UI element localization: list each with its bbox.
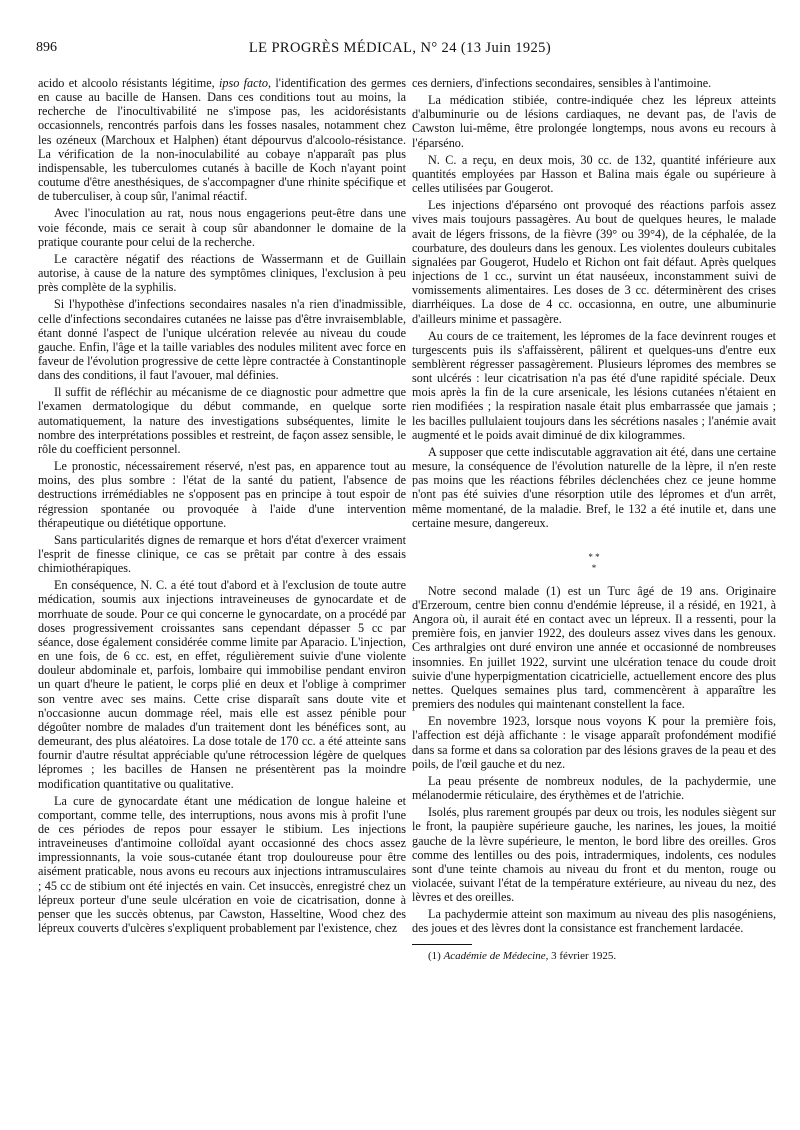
paragraph: N. C. a reçu, en deux mois, 30 cc. de 132, quantité inférieure aux quantités employées par Hasson et Balina mais égale ou supérieure à celles utilisées par Gougerot.	[412, 152, 776, 196]
paragraph: Les injections d'éparséno ont provoqué des réactions parfois assez vives mais toujours passagères. Au bout de quelques heures, le malade avait de légers frissons, de la fièvre (39° ou 39°4), de la céphalée, de la courbature, des douleurs dans les genoux. Les violentes douleurs cubitales signalées par Gougerot, Hudelo et Richon ont fait défaut. Après quelques injections de 1 cc., survint un état nauséeux, inconstamment suivi de vomissements alimentaires. Les doses de 3 cc. déterminèrent des crises diarrhéiques. La dose de 4 cc. occasionna, en outre, une albuminurie d'ailleurs minime et passagère.	[412, 198, 776, 326]
section-separator-asterisks: * * *	[588, 551, 600, 573]
paragraph: La cure de gynocardate étant une médication de longue haleine et comportant, comme telle, des interruptions, nous avons mis à profit l'une de ces périodes de repos pour essayer le stibium. Les injections intraveineuses d'antimoine colloïdal ayant occasionné des chocs assez impressionnants, la voie sous-cutanée étant trop douloureuse pour être aisément praticable, nous avons eu recours aux injections intramusculaires ; 45 cc de stibium ont été injectés en vain. Cet insuccès, enregistré chez un lépreux porteur d'une seule ulcération en voie de cicatrisation, donne à penser que les succès obtenus, par Cawston, Hasseltine, Wood chez des lépreux couverts d'ulcères s'expliquent probablement par l'existence, chez	[38, 793, 406, 936]
footnote-rule	[412, 944, 472, 945]
paragraph: Il suffit de réfléchir au mécanisme de ce diagnostic pour admettre que l'examen dermatologique du début commande, en quelque sorte automatiquement, la nature des investigations subséquentes, limite le nombre des interprétations possibles et restreint, de façon assez sensible, le rôle du coefficient personnel.	[38, 385, 406, 456]
italic-term: ipso facto	[219, 76, 269, 90]
running-head: LE PROGRÈS MÉDICAL, N° 24 (13 Juin 1925)	[248, 40, 552, 56]
footnote	[412, 950, 776, 963]
footnote-marker: (1)	[428, 949, 444, 962]
page-number: 896	[36, 40, 57, 55]
footnote-source: Académie de Médecine	[443, 949, 546, 962]
paragraph: La médication stibiée, contre-indiquée chez les lépreux atteints d'albuminurie ou de lésions cardiaques, ne devant pas, de l'avis de Cawston lui-même, être prolongée longtemps, nous avons eu recours à l'éparséno.	[412, 93, 776, 150]
paragraph: ces derniers, d'infections secondaires, sensibles à l'antimoine.	[412, 76, 712, 90]
paragraph: Le caractère négatif des réactions de Wassermann et de Guillain autorise, à cause de la nature des symptômes cliniques, l'exclusion à peu près complète de la syphilis.	[38, 251, 406, 295]
paragraph: La peau présente de nombreux nodules, de la pachydermie, une mélanodermie réticulaire, des érythèmes et de l'atrichie.	[412, 773, 776, 803]
paragraph: En novembre 1923, lorsque nous voyons K pour la première fois, l'affection est déjà affichante : le visage apparaît profondément modifié dans sa forme et dans sa coloration par des lésions graves de la peau et des poils, de l'œil gauche et du nez.	[412, 714, 776, 771]
right-column	[412, 76, 776, 966]
paragraph: Notre second malade (1) est un Turc âgé de 19 ans. Originaire d'Erzeroum, centre bien connu d'endémie lépreuse, il a résidé, en 1921, à Angora où, il aurait été en contact avec un lépreux. Il a ressenti, pour la première fois, en janvier 1922, des douleurs assez vives dans les genoux. Ces arthralgies ont duré environ une année et occasionné de nombreuses insomnies. En juillet 1922, survint une ulcération tenace du coude droit suivie d'une hyperpigmentation cicatricielle, actuellement encore des plus nettes. Quelques semaines plus tard, commencèrent à apparaître les premiers des nodules qui maintenant constellent la face.	[412, 583, 776, 712]
paragraph: Le pronostic, nécessairement réservé, n'est pas, en apparence tout au moins, des plus sombre : l'état de la santé du patient, l'absence de destructions irrémédiables ne s'opposent pas en principe à tout espoir de régression spontanée ou provoquée à l'aide d'une intervention thérapeutique ou diététique opportune.	[38, 459, 406, 530]
paragraph: Isolés, plus rarement groupés par deux ou trois, les nodules siègent sur le front, la paupière supérieure gauche, les narines, les joues, la moitié gauche de la lèvre supérieure, le menton, le bord libre des oreilles. Gros comme des lentilles ou des pois, intradermiques, indolents, ces nodules sont d'une teinte chamois au niveau du front et du menton, rouge ou violacée, suivant l'état de la température extérieure, au niveau du nez, des lèvres et des oreilles.	[412, 805, 776, 905]
paragraph: Si l'hypothèse d'infections secondaires nasales n'a rien d'inadmissible, celle d'infections secondaires cutanées ne laisse pas d'être invraisemblable, étant donné l'aspect de l'unique ulcération relevée au niveau du coude gauche. Enfin, l'âge et la taille variables des nodules militent avec force en faveur de l'évolution progressive de cette lèpre contractée à Constantinople dans des conditions, il faut l'avouer, mal définies.	[38, 297, 406, 383]
text-run: , l'identification des germes en cause au bacille de Hansen. Dans ces conditions tout au moins, la recherche de l'inocultivabilité ne s'impose pas, les acidorésistants occasionnels, rencontrés parfois dans les fosses nasales, notamment chez les ozéneux (Marchoux et Halphen) étant dépourvus d'alcoolo-résistance. La vérification de la non-inoculabilité au cobaye n'apparaît pas plus indispensable, les tuberculomes cutanés à bacille de Koch n'ayant point coutume d'être anesthésiques, de s'accompagner d'une rhinite spécifique et de tuberculiser, à coup sûr, l'animal réactif.	[38, 76, 407, 204]
paragraph: Au cours de ce traitement, les lépromes de la face devinrent rouges et turgescents puis ils s'affaissèrent, pâlirent et quelques-uns d'entre eux semblèrent régresser passagèrement. Plusieurs lépromes des membres se sont ulcérés : leur cicatrisation n'a pas été d'une rapidité spéciale. Deux mois après la fin de la cure arsenicale, les lésions cutanées n'étaient en rien modifiées ; la respiration nasale était plus embarrassée que jamais ; les bacilles pullulaient toujours dans les sécrétions nasales ; l'anémie avait augmenté et le poids avait diminué de dix kilogrammes.	[412, 328, 776, 442]
footnote-date: , 3 février 1925.	[545, 949, 617, 962]
paragraph: En conséquence, N. C. a été tout d'abord et à l'exclusion de toute autre médication, soumis aux injections intraveineuses de gynocardate et de morrhuate de soude. Pour ce qui concerne le gynocardate, on a procédé par doses progressivement croissantes sans cependant dépasser 5 cc par séance, dose également considérée comme limite par Aparacio. L'injection, en une fois, de 6 cc. est, en effet, régulièrement suivie d'une violente douleur abdominale et, parfois, lombaire qui immobilise pendant environ un quart d'heure le patient, le corps plié en deux et l'oblige à comprimer son ventre avec ses mains. Cette crise disparaît sans doute vite et n'occasionne aucun dommage réel, mais elle est assez pénible pour dégoûter nombre de malades d'un traitement dont les bénéfices sont, au demeurant, des plus aléatoires. La dose totale de 170 cc. a été atteinte sans fournir d'autre résultat appréciable qu'une rétrocession légère de quelques lépromes ; les bacilles de Hansen ne présentèrent pas la moindre modification quantitative ou qualitative.	[38, 578, 406, 791]
paragraph: Sans particularités dignes de remarque et hors d'état d'exercer vraiment l'esprit de finesse clinique, ce cas se prêtait par contre à des essais chimiothérapiques.	[38, 532, 406, 576]
paragraph	[38, 76, 406, 203]
page-header	[36, 40, 764, 62]
paragraph: Avec l'inoculation au rat, nous nous engagerions peut-être dans une voie féconde, mais ce serait à coup sûr abandonner le domaine de la pratique courante pour celui de la recherche.	[38, 206, 406, 249]
paragraph: La pachydermie atteint son maximum au niveau des plis nasogéniens, des joues et des lèvres dont la consistance est franchement lardacée.	[412, 907, 776, 936]
left-column	[38, 76, 406, 938]
paragraph: A supposer que cette indiscutable aggravation ait été, dans une certaine mesure, la conséquence de l'évolution naturelle de la lèpre, il n'en reste pas moins que les réactions fébriles déclenchées chez ce jeune homme n'ont pas été suivies d'une résorption utile des lépromes et d'un arrêt, même momentané, de la maladie. Bref, le 132 a été inutile et, dans une certaine mesure, dangereux.	[412, 444, 776, 530]
text-run: acido et alcoolo résistants légitime,	[38, 76, 219, 90]
